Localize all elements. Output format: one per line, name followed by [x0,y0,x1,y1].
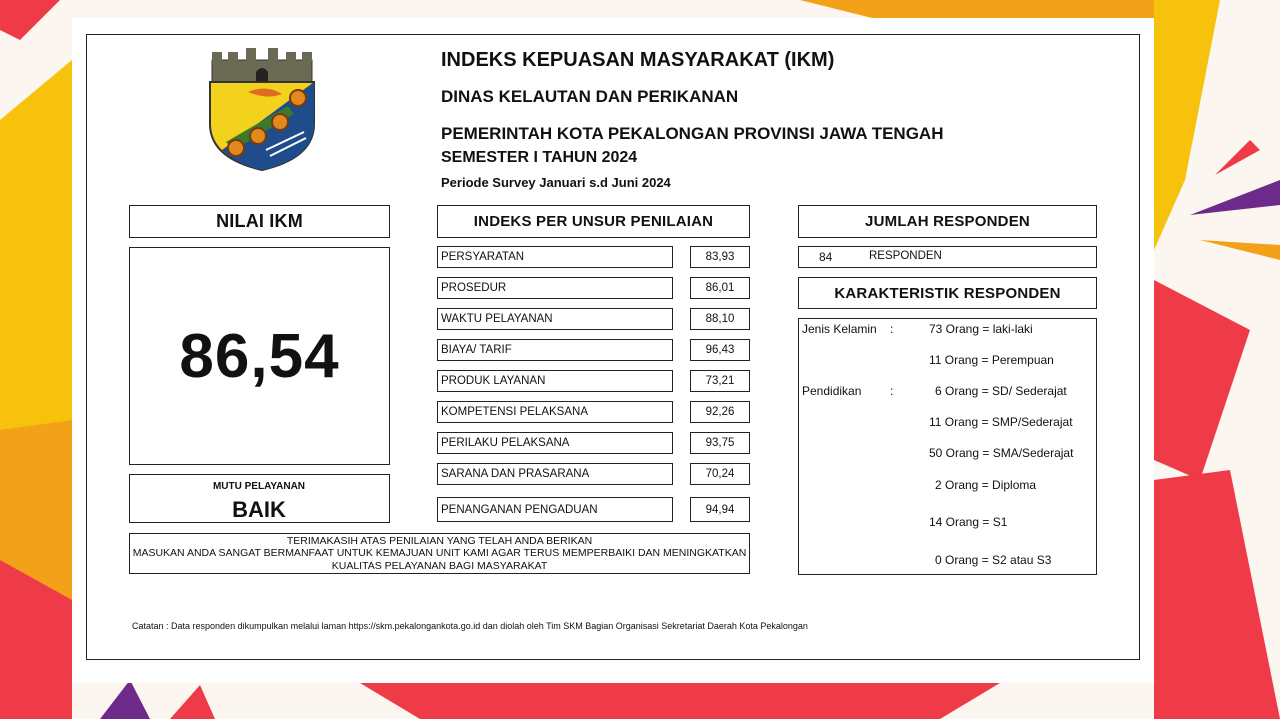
thanks-line-3: KUALITAS PELAYANAN BAGI MASYARAKAT [331,559,548,572]
indeks-item-label: PENANGANAN PENGADUAN [437,497,673,522]
education-label: Pendidikan [802,384,862,398]
indeks-heading: INDEKS PER UNSUR PENILAIAN [437,205,750,238]
education-entry: 14 Orang = S1 [929,515,1008,529]
indeks-item-label: PROSEDUR [437,277,673,299]
education-entry: 6 Orang = SD/ Sederajat [935,384,1067,398]
indeks-item-label: KOMPETENSI PELAKSANA [437,401,673,423]
gender-entry: 11 Orang = Perempuan [929,353,1054,367]
thanks-message [129,533,750,574]
education-entry: 0 Orang = S2 atau S3 [935,553,1052,567]
ikm-score: 86,54 [129,247,390,465]
government-name: PEMERINTAH KOTA PEKALONGAN PROVINSI JAWA TENGAH [441,124,944,143]
gender-label: Jenis Kelamin [802,322,877,336]
thanks-line-1: TERIMAKASIH ATAS PENILAIAN YANG TELAH ANDA BERIKAN [286,534,593,547]
mutu-pelayanan-label: MUTU PELAYANAN [212,481,306,492]
indeks-item-value: 88,10 [690,308,750,330]
indeks-item-value: 73,21 [690,370,750,392]
education-entry: 50 Orang = SMA/Sederajat [929,446,1074,460]
mutu-pelayanan-box [129,474,390,523]
indeks-item-value: 83,93 [690,246,750,268]
indeks-item-label: BIAYA/ TARIF [437,339,673,361]
indeks-item-label: SARANA DAN PRASARANA [437,463,673,485]
semester-label: SEMESTER I TAHUN 2024 [441,149,638,166]
indeks-item-value: 70,24 [690,463,750,485]
indeks-item-value: 93,75 [690,432,750,454]
indeks-item-label: WAKTU PELAYANAN [437,308,673,330]
nilai-ikm-heading: NILAI IKM [129,205,390,238]
thanks-line-2: MASUKAN ANDA SANGAT BERMANFAAT UNTUK KEMAJUAN UNIT KAMI AGAR TERUS MEMPERBAIKI DAN MENINGKATKAN [132,547,747,560]
mutu-pelayanan-value: BAIK [232,497,286,522]
survey-period: Periode Survey Januari s.d Juni 2024 [441,175,671,190]
education-entry: 11 Orang = SMP/Sederajat [929,415,1073,429]
responden-count: 84 [819,250,833,264]
page-title: INDEKS KEPUASAN MASYARAKAT (IKM) [441,49,835,71]
responden-count-box [798,246,1097,268]
gender-entry: 73 Orang = laki-laki [929,322,1033,336]
education-colon: : [890,384,894,398]
gender-colon: : [890,322,894,336]
jumlah-responden-heading: JUMLAH RESPONDEN [798,205,1097,238]
indeks-item-value: 92,26 [690,401,750,423]
responden-unit: RESPONDEN [869,250,942,262]
karakteristik-heading: KARAKTERISTIK RESPONDEN [798,277,1097,309]
data-source-note: Catatan : Data responden dikumpulkan melalui laman https://skm.pekalongankota.go.id dan diolah oleh Tim SKM Bagian Organisasi Sekretariat Daerah Kota Pekalongan [132,621,808,631]
agency-name: DINAS KELAUTAN DAN PERIKANAN [441,87,739,106]
indeks-item-label: PERILAKU PELAKSANA [437,432,673,454]
pekalongan-coat-of-arms-logo [206,46,318,172]
indeks-item-value: 86,01 [690,277,750,299]
indeks-item-value: 96,43 [690,339,750,361]
indeks-item-label: PERSYARATAN [437,246,673,268]
indeks-item-label: PRODUK LAYANAN [437,370,673,392]
indeks-item-value: 94,94 [690,497,750,522]
education-entry: 2 Orang = Diploma [935,478,1037,492]
